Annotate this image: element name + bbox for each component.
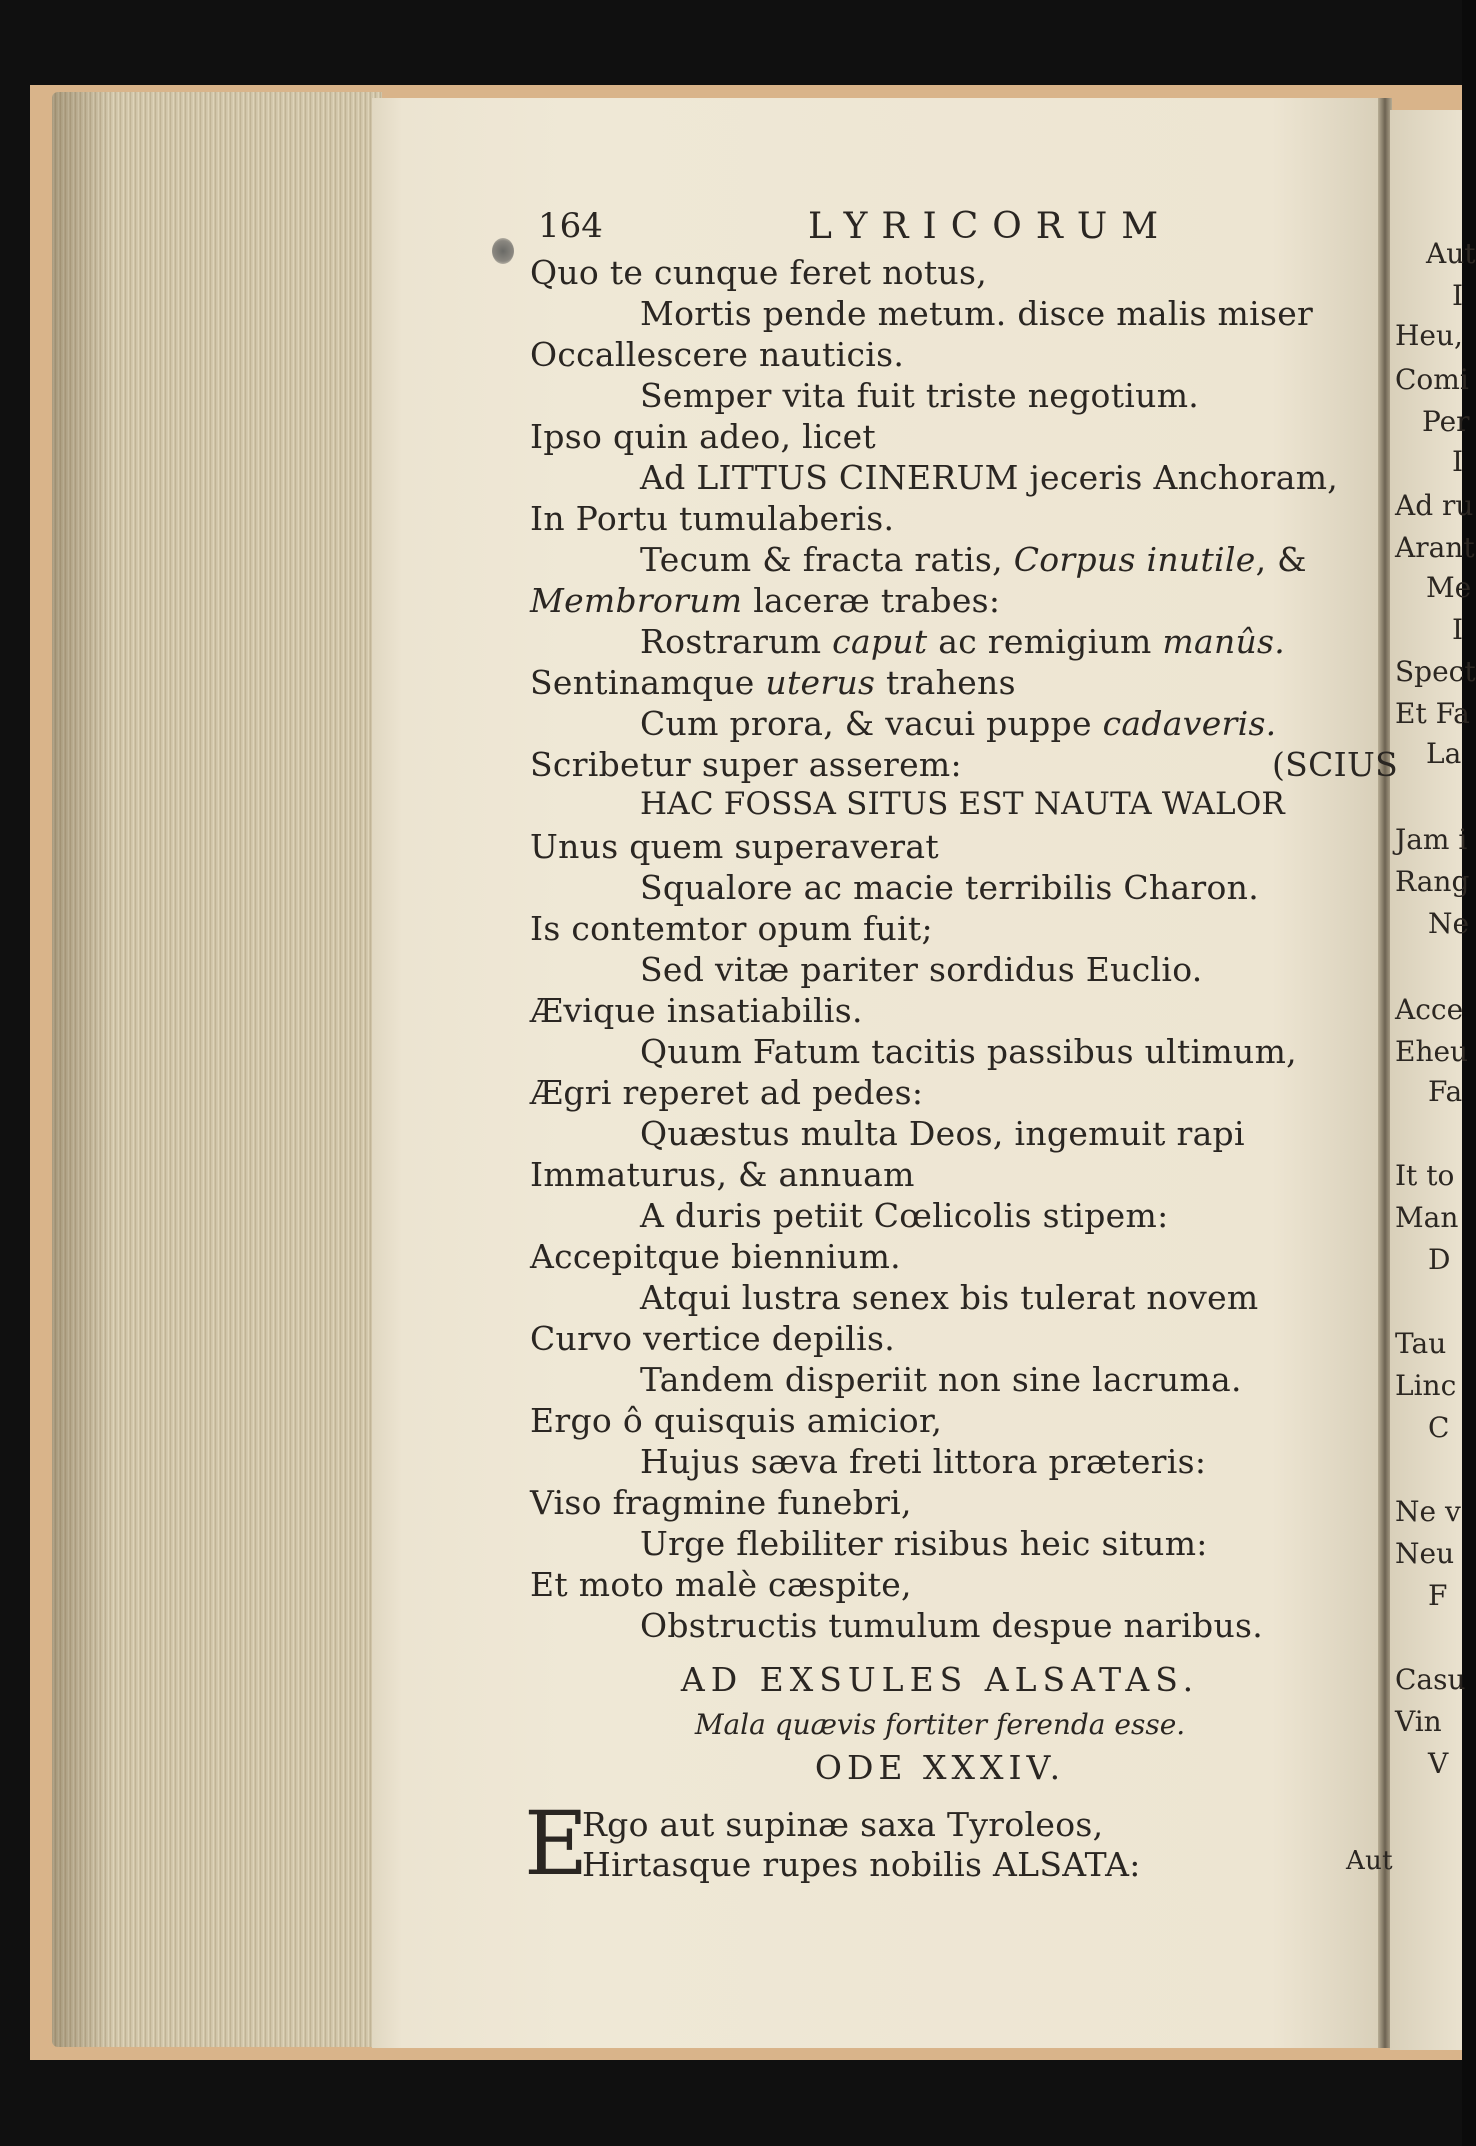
facing-fragment: Aut xyxy=(1426,237,1476,270)
facing-fragment: Per xyxy=(1422,405,1470,438)
verse-line: Quæstus multa Deos, ingemuit rapi xyxy=(640,1114,1245,1153)
facing-fragment: Rang xyxy=(1395,865,1470,898)
facing-fragment: C xyxy=(1428,1411,1450,1444)
drop-cap: E xyxy=(524,1792,589,1895)
verse-line: Ad LITTUS CINERUM jeceris Anchoram, xyxy=(640,458,1339,497)
verse-line: Scribetur super asserem: xyxy=(530,745,962,784)
facing-fragment: V xyxy=(1428,1747,1449,1780)
verse-line: In Portu tumulaberis. xyxy=(530,499,895,538)
facing-fragment: Eheu xyxy=(1395,1035,1469,1068)
ode-number: ODE XXXIV. xyxy=(814,1748,1066,1787)
verse-line: Ævique insatiabilis. xyxy=(530,991,863,1030)
facing-fragment: I xyxy=(1452,445,1464,478)
verse-line: Ergo ô quisquis amicior, xyxy=(530,1401,943,1440)
verse-line: Sed vitæ pariter sordidus Euclio. xyxy=(640,950,1203,989)
facing-page-edge xyxy=(1390,110,1476,2050)
binding-hole-mark xyxy=(492,238,514,264)
running-head: LYRICORUM xyxy=(808,206,1173,247)
facing-fragment: Ne xyxy=(1428,907,1470,940)
facing-fragment: Jam i xyxy=(1395,823,1468,856)
facing-fragment: I xyxy=(1452,279,1464,312)
facing-fragment: It to xyxy=(1395,1159,1455,1192)
verse-line: Curvo vertice depilis. xyxy=(530,1319,896,1358)
page-block-shadow xyxy=(52,92,112,2047)
verse-line: Hirtasque rupes nobilis ALSATA: xyxy=(582,1845,1141,1884)
verse-line: Unus quem superaverat xyxy=(530,827,939,866)
verse-line: Immaturus, & annuam xyxy=(530,1155,915,1194)
facing-fragment: Linc xyxy=(1395,1369,1457,1402)
verse-line: Tandem disperiit non sine lacruma. xyxy=(640,1360,1242,1399)
verse-line: Rostrarum caput ac remigium manûs. xyxy=(640,622,1286,661)
verse-line: Mortis pende metum. disce malis miser xyxy=(640,294,1314,333)
facing-fragment: Ne v xyxy=(1395,1495,1461,1528)
facing-fragment: Et Fa xyxy=(1395,697,1470,730)
facing-fragment: Fa xyxy=(1428,1075,1463,1108)
verse-line: Obstructis tumulum despue naribus. xyxy=(640,1606,1264,1645)
facing-fragment: Casu xyxy=(1395,1663,1466,1696)
verse-line: Occallescere nauticis. xyxy=(530,335,905,374)
facing-fragment: Ad ru xyxy=(1395,489,1474,522)
verse-line: Membrorum laceræ trabes: xyxy=(530,581,1001,620)
verse-line: Semper vita fuit triste negotium. xyxy=(640,376,1200,415)
verse-line: Accepitque biennium. xyxy=(530,1237,901,1276)
facing-fragment: Spect xyxy=(1395,655,1476,688)
facing-fragment: F xyxy=(1428,1579,1448,1612)
verse-line: Ægri reperet ad pedes: xyxy=(530,1073,924,1112)
verse-line: Viso fragmine funebri, xyxy=(530,1483,912,1522)
facing-fragment: Neu xyxy=(1395,1537,1455,1570)
ode-title: AD EXSULES ALSATAS. xyxy=(680,1660,1200,1699)
verse-line: Tecum & fracta ratis, Corpus inutile, & xyxy=(640,540,1307,579)
verse-line: Atqui lustra senex bis tulerat novem xyxy=(640,1278,1259,1317)
ode-subtitle: Mala quævis fortiter ferenda esse. xyxy=(694,1708,1186,1741)
catchword: Aut xyxy=(1346,1846,1393,1876)
facing-fragment: Tau xyxy=(1395,1327,1447,1360)
facing-fragment: I xyxy=(1452,613,1464,646)
verse-line: Quo te cunque feret notus, xyxy=(530,253,987,292)
verse-line: Sentinamque uterus trahens xyxy=(530,663,1016,702)
facing-fragment: La xyxy=(1426,737,1462,770)
verse-line: Et moto malè cæspite, xyxy=(530,1565,912,1604)
verse-line: Ipso quin adeo, licet xyxy=(530,417,876,456)
facing-fragment: Me xyxy=(1426,571,1472,604)
verse-line: Cum prora, & vacui puppe cadaveris. xyxy=(640,704,1277,743)
facing-fragment: Vin xyxy=(1395,1705,1442,1738)
verse-line: Rgo aut supinæ saxa Tyroleos, xyxy=(582,1805,1104,1844)
facing-fragment: Man xyxy=(1395,1201,1459,1234)
facing-fragment: Comi xyxy=(1395,363,1469,396)
verse-line: Is contemtor opum fuit; xyxy=(530,909,933,948)
verse-line: Squalore ac macie terribilis Charon. xyxy=(640,868,1260,907)
facing-fragment: Arant xyxy=(1395,531,1475,564)
epitaph-line: HAC FOSSA SITUS EST NAUTA WALOR xyxy=(640,786,1285,822)
verse-line: Urge flebiliter risibus heic situm: xyxy=(640,1524,1208,1563)
verse-line: Quum Fatum tacitis passibus ultimum, xyxy=(640,1032,1297,1071)
facing-fragment: Heu, xyxy=(1395,319,1463,352)
verse-line: Hujus sæva freti littora præteris: xyxy=(640,1442,1207,1481)
facing-fragment: Acce xyxy=(1395,993,1464,1026)
page-number: 164 xyxy=(538,206,603,246)
facing-fragment: D xyxy=(1428,1243,1451,1276)
verse-line-overflow: (SCIUS xyxy=(1272,745,1398,784)
verse-line: A duris petiit Cœlicolis stipem: xyxy=(640,1196,1169,1235)
